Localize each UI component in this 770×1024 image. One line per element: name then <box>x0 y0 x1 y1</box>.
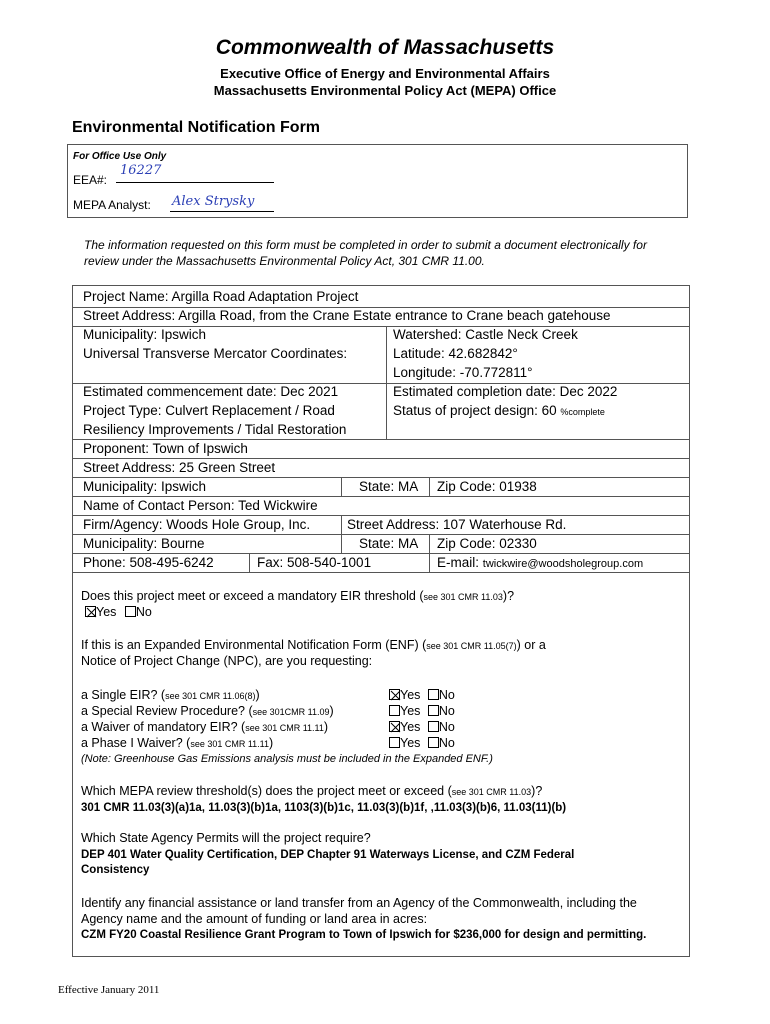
project-type-line1: Project Type: Culvert Replacement / Road <box>83 403 335 418</box>
expanded-enf-question <box>81 638 546 652</box>
yes-label: Yes <box>400 704 421 718</box>
commencement-date: Estimated commencement date: Dec 2021 <box>83 384 339 399</box>
request-end: ) <box>269 736 274 750</box>
row-divider <box>73 439 689 440</box>
permits-answer: DEP 401 Water Quality Certification, DEP Chapter 91 Waterways License, and CZM Federal Consistency <box>81 849 575 876</box>
request-ref: see 301CMR 11.09 <box>252 707 330 717</box>
phase-one-yes-checkbox[interactable] <box>389 737 400 748</box>
column-divider <box>429 477 430 496</box>
eir-threshold-question <box>81 589 514 603</box>
mepa-analyst-field[interactable] <box>170 194 274 212</box>
proponent-name: Proponent: Town of Ipswich <box>83 441 248 456</box>
check-x-icon <box>86 607 97 618</box>
contact-street: Street Address: 107 Waterhouse Rd. <box>347 517 567 532</box>
eir-yes-checkbox[interactable] <box>85 606 96 617</box>
completion-date: Estimated completion date: Dec 2022 <box>393 384 618 399</box>
project-municipality: Municipality: Ipswich <box>83 327 207 342</box>
question-end: )? <box>531 784 543 798</box>
contact-email <box>437 555 643 570</box>
request-ref: see 301 CMR 11.11 <box>245 723 324 733</box>
no-label: No <box>438 688 455 702</box>
row-divider <box>73 572 689 573</box>
row-divider <box>73 515 689 516</box>
special-review-yes-checkbox[interactable] <box>389 705 400 716</box>
project-longitude: Longitude: -70.772811° <box>393 365 533 380</box>
mepa-analyst-value: Alex Strysky <box>172 194 255 209</box>
proponent-municipality: Municipality: Ipswich <box>83 479 207 494</box>
request-label: a Special Review Procedure? ( <box>81 704 253 718</box>
contact-municipality: Municipality: Bourne <box>83 536 205 551</box>
project-name: Project Name: Argilla Road Adaptation Project <box>83 289 359 304</box>
question-text: If this is an Expanded Environmental Notification Form (ENF) ( <box>81 638 427 652</box>
phase-one-no-checkbox[interactable] <box>428 737 439 748</box>
request-waiver-eir <box>81 720 328 734</box>
review-threshold-answer: 301 CMR 11.03(3)(a)1a, 11.03(3)(b)1a, 1103(3)(b)1c, 11.03(3)(b)1f, ,11.03(3)(b)6, 11.03(11)(b) <box>81 802 567 814</box>
no-label: No <box>438 736 455 750</box>
contact-state: State: MA <box>359 536 419 551</box>
proponent-state: State: MA <box>359 479 419 494</box>
mepa-analyst-label: MEPA Analyst: <box>73 198 151 212</box>
financial-question: Identify any financial assistance or land transfer from an Agency of the Commonwealth, including the Agency name and the amount of funding or land area in acres: <box>81 896 637 926</box>
request-single-eir-options <box>389 688 455 702</box>
project-latitude: Latitude: 42.682842° <box>393 346 518 361</box>
check-x-icon <box>390 722 401 733</box>
column-divider <box>386 326 387 439</box>
waiver-eir-no-checkbox[interactable] <box>428 721 439 732</box>
request-ref: see 301 CMR 11.06(8) <box>165 691 256 701</box>
special-review-no-checkbox[interactable] <box>428 705 439 716</box>
project-watershed: Watershed: Castle Neck Creek <box>393 327 578 342</box>
contact-email-value: twickwire@woodsholegroup.com <box>482 558 644 570</box>
footer-effective-date: Effective January 2011 <box>58 984 160 996</box>
question-text: Does this project meet or exceed a mandatory EIR threshold ( <box>81 589 424 603</box>
contact-phone: Phone: 508-495-6242 <box>83 555 214 570</box>
no-label: No <box>438 720 455 734</box>
check-x-icon <box>390 690 401 701</box>
design-status-unit: %complete <box>560 407 605 417</box>
office-name-line2: Massachusetts Environmental Policy Act (MEPA) Office <box>213 83 557 98</box>
request-end: ) <box>323 720 329 734</box>
yes-label: Yes <box>400 736 421 750</box>
eir-threshold-options <box>85 605 152 619</box>
request-phase-one-waiver-options <box>389 736 455 750</box>
question-ref: see 301 CMR 11.05(7) <box>426 641 517 651</box>
request-waiver-eir-options <box>389 720 455 734</box>
permits-question: Which State Agency Permits will the project require? <box>81 831 371 845</box>
ghg-note: (Note: Greenhouse Gas Emissions analysis must be included in the Expanded ENF.) <box>81 753 493 765</box>
request-special-review <box>81 704 334 718</box>
row-divider <box>73 534 689 535</box>
eea-number-label: EEA#: <box>73 173 108 187</box>
office-name-line1: Executive Office of Energy and Environmental Affairs <box>220 66 550 81</box>
request-special-review-options <box>389 704 455 718</box>
question-end: )? <box>502 589 515 603</box>
request-label: a Phase I Waiver? ( <box>81 736 191 750</box>
no-label: No <box>438 704 455 718</box>
contact-firm: Firm/Agency: Woods Hole Group, Inc. <box>83 517 311 532</box>
yes-label: Yes <box>400 720 421 734</box>
single-eir-no-checkbox[interactable] <box>428 689 439 700</box>
request-ref: see 301 CMR 11.11 <box>190 739 270 749</box>
project-type-line2: Resiliency Improvements / Tidal Restoration <box>83 422 347 437</box>
request-end: ) <box>255 688 260 702</box>
request-label: a Single EIR? ( <box>81 688 166 702</box>
contact-zip: Zip Code: 02330 <box>437 536 537 551</box>
column-divider <box>341 477 342 496</box>
eir-yes-label: Yes <box>96 605 117 619</box>
row-divider <box>73 477 689 478</box>
request-single-eir <box>81 688 260 702</box>
row-divider <box>73 496 689 497</box>
question-text: Which MEPA review threshold(s) does the project meet or exceed ( <box>81 784 452 798</box>
row-divider <box>73 553 689 554</box>
request-end: ) <box>329 704 334 718</box>
main-form-box <box>72 285 690 957</box>
contact-person: Name of Contact Person: Ted Wickwire <box>83 498 318 513</box>
eir-no-checkbox[interactable] <box>125 606 136 617</box>
column-divider <box>429 534 430 572</box>
contact-fax: Fax: 508-540-1001 <box>257 555 372 570</box>
eea-number-field[interactable] <box>116 165 274 183</box>
column-divider <box>341 515 342 553</box>
expanded-enf-question-line2: Notice of Project Change (NPC), are you requesting: <box>81 654 373 668</box>
row-divider <box>73 458 689 459</box>
eir-no-label: No <box>135 605 152 619</box>
request-phase-one-waiver <box>81 736 273 750</box>
design-status <box>393 403 605 418</box>
single-eir-yes-checkbox[interactable] <box>389 689 400 700</box>
office-use-box <box>67 144 688 218</box>
utm-coordinates-label: Universal Transverse Mercator Coordinates: <box>83 346 348 361</box>
review-threshold-question <box>81 784 542 798</box>
intro-text: The information requested on this form must be completed in order to submit a document electronically for review under the Massachusetts Environmental Policy Act, 301 CMR 11.00. <box>84 238 647 268</box>
document-title: Commonwealth of Massachusetts <box>215 36 555 59</box>
column-divider <box>249 553 250 572</box>
contact-email-label: E-mail: <box>437 555 480 570</box>
project-street-address: Street Address: Argilla Road, from the Crane Estate entrance to Crane beach gatehouse <box>83 308 611 323</box>
proponent-street: Street Address: 25 Green Street <box>83 460 276 475</box>
proponent-zip: Zip Code: 01938 <box>437 479 537 494</box>
eea-number-value: 16227 <box>120 163 162 178</box>
request-label: a Waiver of mandatory EIR? ( <box>81 720 246 734</box>
financial-answer: CZM FY20 Coastal Resilience Grant Program to Town of Ipswich for $236,000 for design and permitting. <box>81 929 647 941</box>
yes-label: Yes <box>400 688 421 702</box>
question-ref: see 301 CMR 11.03 <box>451 787 532 797</box>
office-use-label: For Office Use Only <box>73 151 167 162</box>
design-status-value: Status of project design: 60 <box>393 403 557 418</box>
waiver-eir-yes-checkbox[interactable] <box>389 721 400 732</box>
question-end: ) or a <box>516 638 546 652</box>
question-ref: see 301 CMR 11.03 <box>423 592 503 602</box>
form-title: Environmental Notification Form <box>72 119 321 136</box>
